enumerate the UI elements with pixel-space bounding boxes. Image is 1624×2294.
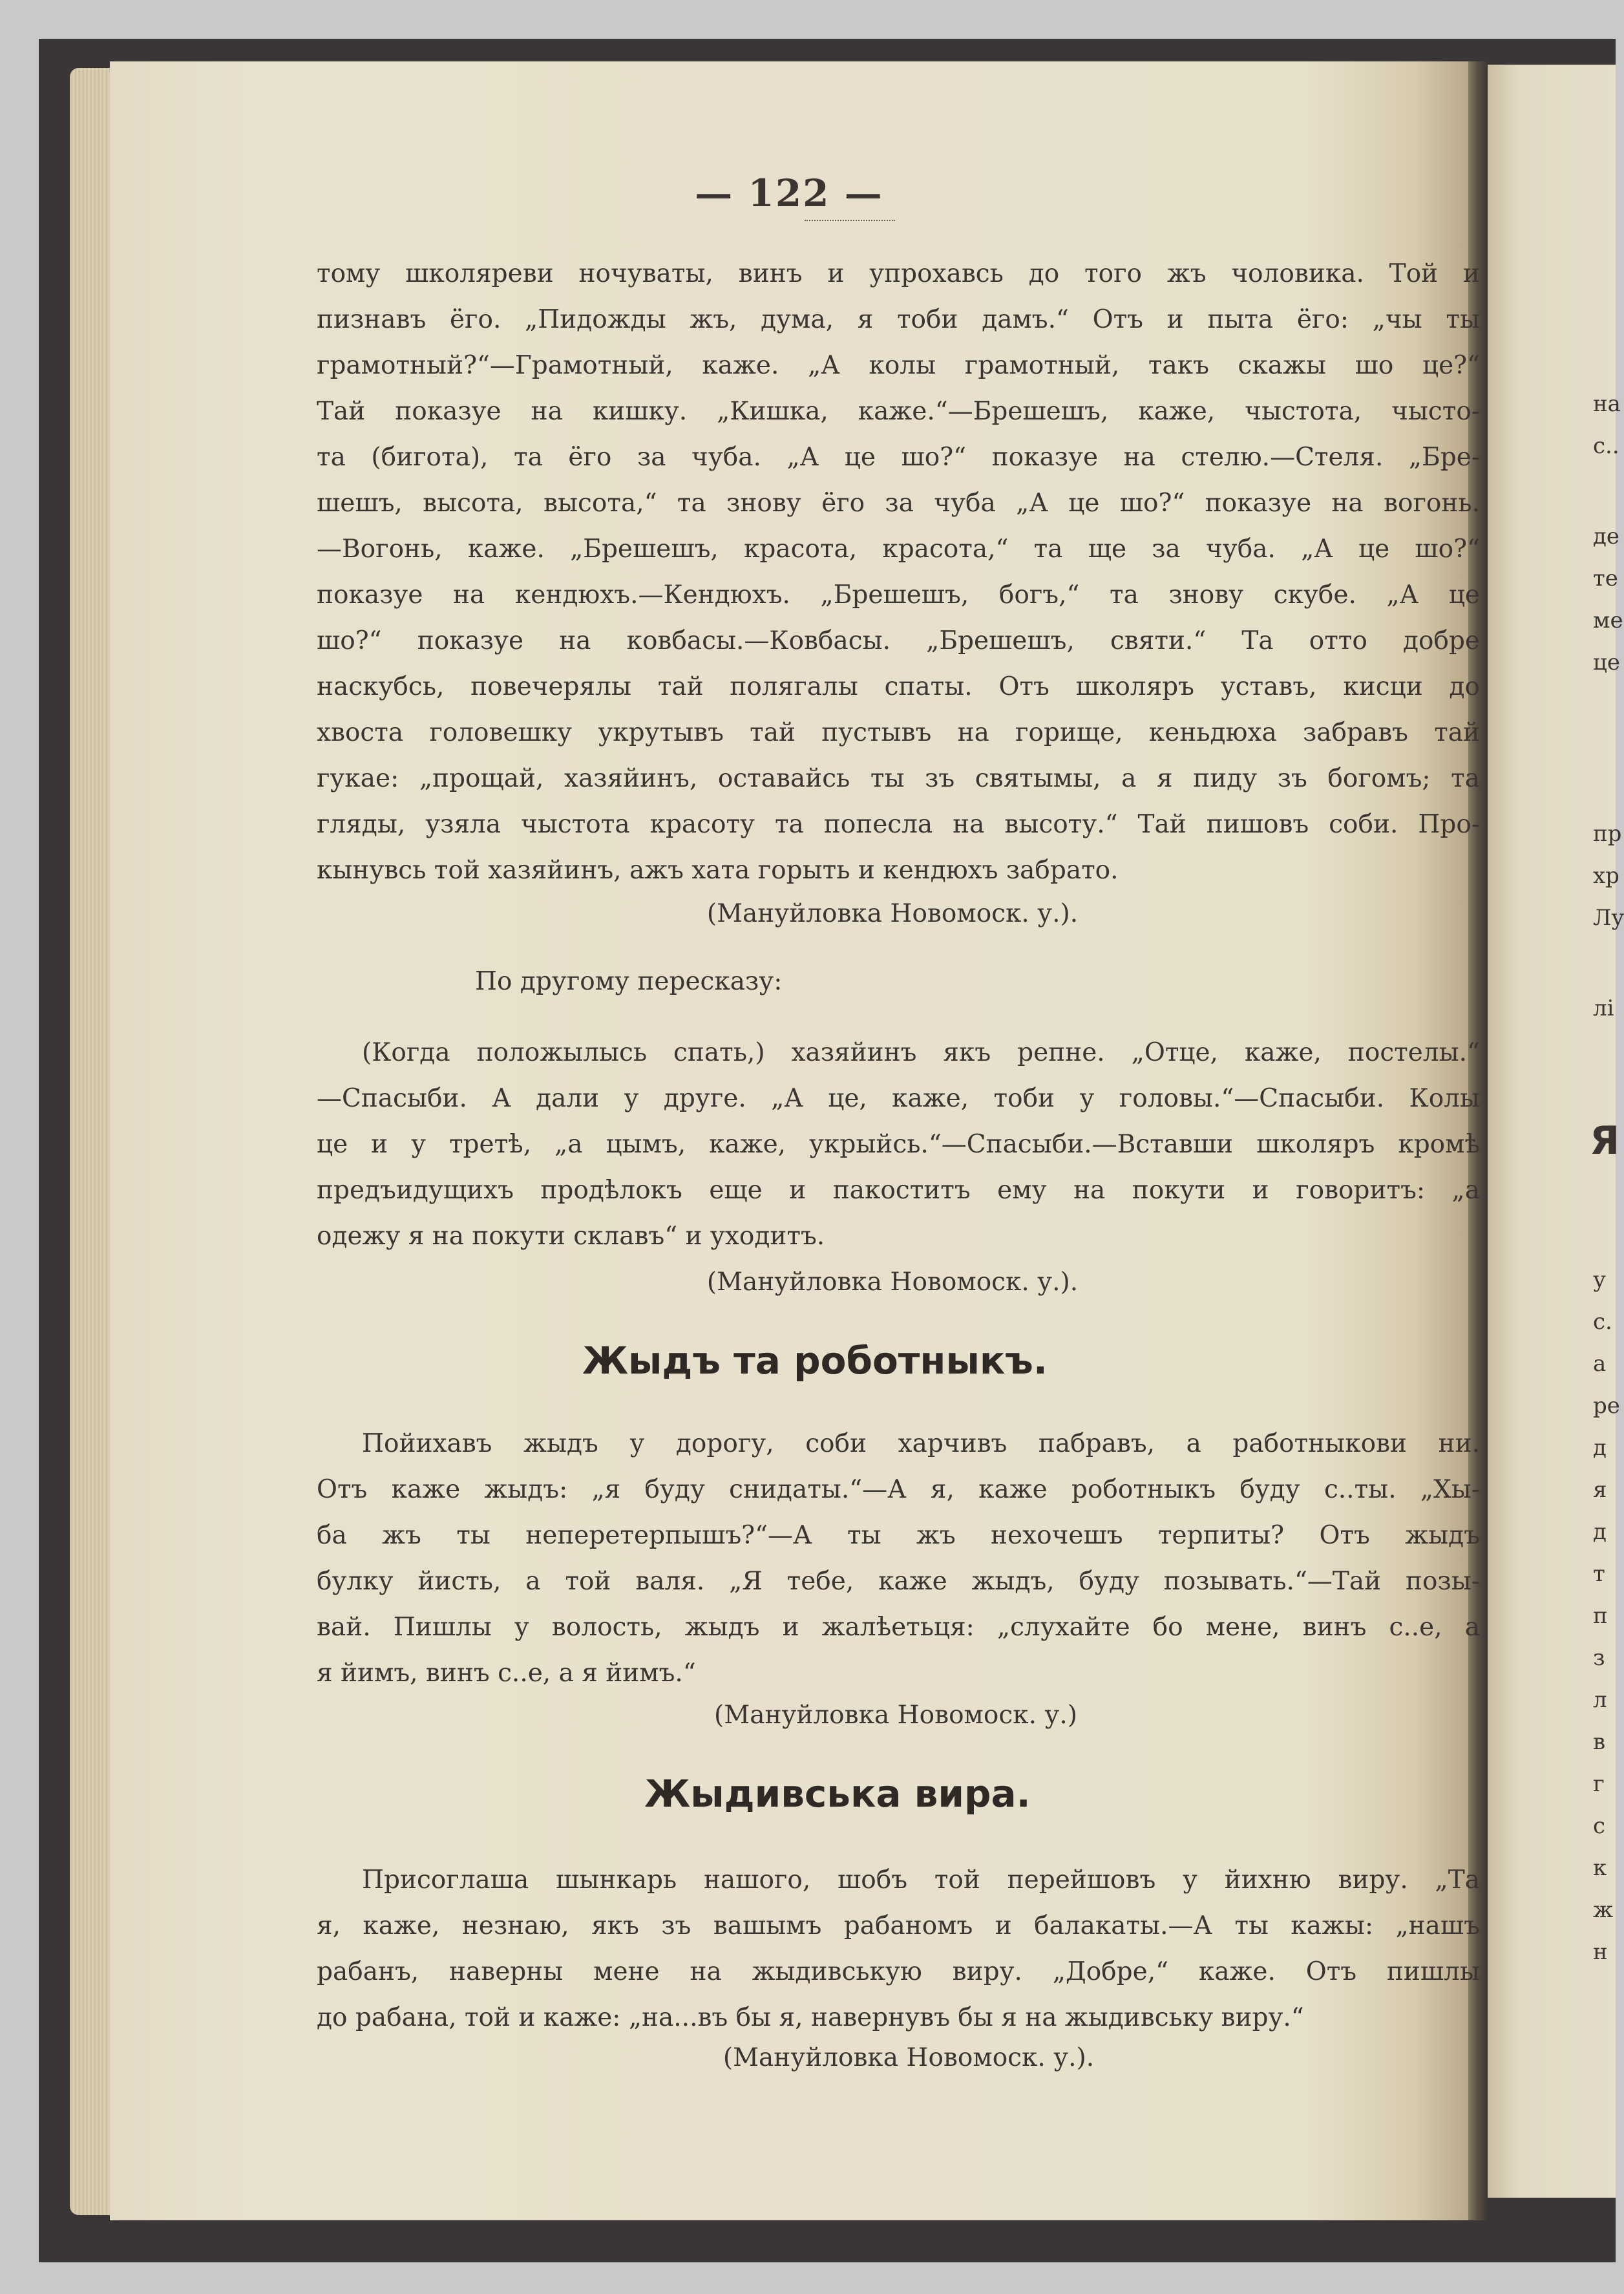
- facing-page-fragment: те: [1593, 566, 1618, 591]
- story-title: Жыдъ та роботныкъ.: [582, 1339, 1048, 1383]
- source-attribution: (Мануйловка Новомоск. у.): [714, 1701, 1077, 1730]
- text-line: кынувсь той хазяйинъ, ажъ хата горыть и кендюхъ забрато.: [317, 856, 1119, 885]
- text-line: грамотный?“—Грамотный, каже. „А колы грамотный, такъ скажы шо це?“: [317, 351, 1480, 380]
- text-line: шешъ, высота, высота,“ та знову ёго за чуба „А це шо?“ показуе на вогонь.: [317, 489, 1480, 518]
- facing-page-fragment: лі: [1593, 995, 1614, 1021]
- facing-page-fragment: к: [1593, 1855, 1607, 1881]
- page-edges: [70, 68, 115, 2215]
- facing-page-fragment: на: [1593, 391, 1621, 417]
- facing-page-fragment: д: [1593, 1519, 1607, 1545]
- facing-page-fragment: хр: [1593, 863, 1619, 889]
- text-line: одежу я на покути склавъ“ и уходитъ.: [317, 1222, 825, 1251]
- facing-page-fragment: л: [1593, 1687, 1607, 1713]
- facing-page-fragment: н: [1593, 1939, 1608, 1965]
- facing-page-fragment: п: [1593, 1603, 1608, 1629]
- text-line: предъидущихъ продѣлокъ еще и пакоститъ ему на покути и говоритъ: „а: [317, 1176, 1480, 1205]
- text-line: Присоглаша шынкарь нашого, шобъ той перейшовъ у йихню виру. „Та: [362, 1865, 1480, 1895]
- facing-page-fragment: д: [1593, 1435, 1607, 1461]
- source-attribution: (Мануйловка Новомоск. у.).: [722, 2043, 1095, 2072]
- facing-page-fragment: це: [1593, 650, 1620, 675]
- text-line: та (бигота), та ёго за чуба. „А це шо?“ показуе на стелю.—Стеля. „Бре-: [317, 443, 1480, 472]
- text-line: хвоста головешку укрутывъ тай пустывъ на горище, кеньдюха забравъ тай: [317, 718, 1480, 747]
- book-page: [110, 61, 1480, 2220]
- text-line: гукае: „прощай, хазяйинъ, оставайсь ты зъ святымы, а я пиду зъ богомъ; та: [317, 764, 1480, 793]
- text-line: —Спасыби. А дали у друге. „А це, каже, тоби у головы.“—Спасыби. Колы: [317, 1084, 1480, 1113]
- text-line: показуе на кендюхъ.—Кендюхъ. „Брешешъ, богъ,“ та знову скубе. „А це: [317, 580, 1480, 610]
- text-line: вай. Пишлы у волость, жыдъ и жалѣетьця: „слухайте бо мене, винъ с..е, а: [317, 1613, 1480, 1642]
- text-line: я, каже, незнаю, якъ зъ вашымъ рабаномъ и балакаты.—А ты кажы: „нашъ: [317, 1911, 1480, 1940]
- text-line: це и у третѣ, „а цымъ, каже, укрыйсь.“—Спасыби.—Вставши школяръ кромѣ: [317, 1130, 1480, 1159]
- text-line: пизнавъ ёго. „Пидожды жъ, дума, я тоби дамъ.“ Отъ и пыта ёго: „чы ты: [317, 305, 1480, 334]
- text-line: —Вогонь, каже. „Брешешъ, красота, красота,“ та ще за чуба. „А це шо?“: [317, 535, 1480, 564]
- facing-page-fragment: Я: [1590, 1118, 1620, 1163]
- text-line: Отъ каже жыдъ: „я буду снидаты.“—А я, каже роботныкъ буду с..ты. „Хы-: [317, 1475, 1480, 1504]
- text-line: булку йисть, а той валя. „Я тебе, каже жыдъ, буду позывать.“—Тай позы-: [317, 1567, 1480, 1596]
- facing-page-fragment: в: [1593, 1729, 1606, 1755]
- text-line: до рабана, той и каже: „на...въ бы я, навернувъ бы я на жыдивську виру.“: [317, 2003, 1304, 2032]
- text-line: тому школяреви ночуваты, винъ и упрохавсь до того жъ чоловика. Той и: [317, 259, 1480, 288]
- facing-page-fragment: у: [1593, 1267, 1607, 1293]
- text-line: Пойихавъ жыдъ у дорогу, соби харчивъ пабравъ, а работныкови ни.: [362, 1429, 1480, 1458]
- source-attribution: (Мануйловка Новомоск. у.).: [706, 1268, 1079, 1297]
- facing-page-fragment: я: [1593, 1477, 1607, 1503]
- text-line: наскубсь, повечерялы тай полягалы спаты. Отъ школяръ уставъ, кисци до: [317, 672, 1480, 701]
- facing-page-fragment: пр: [1593, 821, 1622, 847]
- source-attribution: (Мануйловка Новомоск. у.).: [706, 899, 1079, 928]
- text-line: ба жъ ты неперетерпышъ?“—А ты жъ нехочешъ терпиты? Отъ жыдъ: [317, 1521, 1480, 1550]
- facing-page-fragment: с: [1593, 1813, 1606, 1839]
- text-line: шо?“ показуе на ковбасы.—Ковбасы. „Брешешъ, святи.“ Та отто добре: [317, 626, 1480, 655]
- text-line: я йимъ, винъ с..е, а я йимъ.“: [317, 1659, 696, 1688]
- facing-page-fragment: ме: [1593, 608, 1623, 633]
- facing-page-fragment: с.: [1593, 1309, 1612, 1335]
- text-line: Тай показуе на кишку. „Кишка, каже.“—Брешешъ, каже, чыстота, чысто-: [317, 397, 1480, 426]
- facing-page-fragment: з: [1593, 1645, 1605, 1671]
- text-line: гляды, узяла чыстота красоту та попесла на высоту.“ Тай пишовъ соби. Про-: [317, 810, 1480, 839]
- facing-page-fragment: а: [1593, 1351, 1607, 1377]
- story-title: Жыдивська вира.: [644, 1772, 1031, 1816]
- page-number-rule: [805, 220, 895, 221]
- facing-page-fragment: ж: [1593, 1897, 1614, 1923]
- text-line: (Когда положылысь спать,) хазяйинъ якъ репне. „Отце, каже, постелы.“: [362, 1038, 1480, 1067]
- page-number: — 122 —: [695, 171, 883, 215]
- facing-page-fragment: с..: [1593, 433, 1619, 459]
- text-line: рабанъ, наверны мене на жыдивськую виру. „Добре,“ каже. Отъ пишлы: [317, 1957, 1480, 1986]
- facing-page-fragment: т: [1593, 1561, 1605, 1587]
- facing-page-fragment: г: [1593, 1771, 1605, 1797]
- facing-page-fragment: ре: [1593, 1393, 1620, 1419]
- facing-page: [1486, 65, 1624, 2198]
- variant-lead: По другому пересказу:: [475, 967, 783, 996]
- facing-page-fragment: Лу: [1593, 905, 1624, 931]
- facing-page-fragment: де: [1593, 524, 1620, 549]
